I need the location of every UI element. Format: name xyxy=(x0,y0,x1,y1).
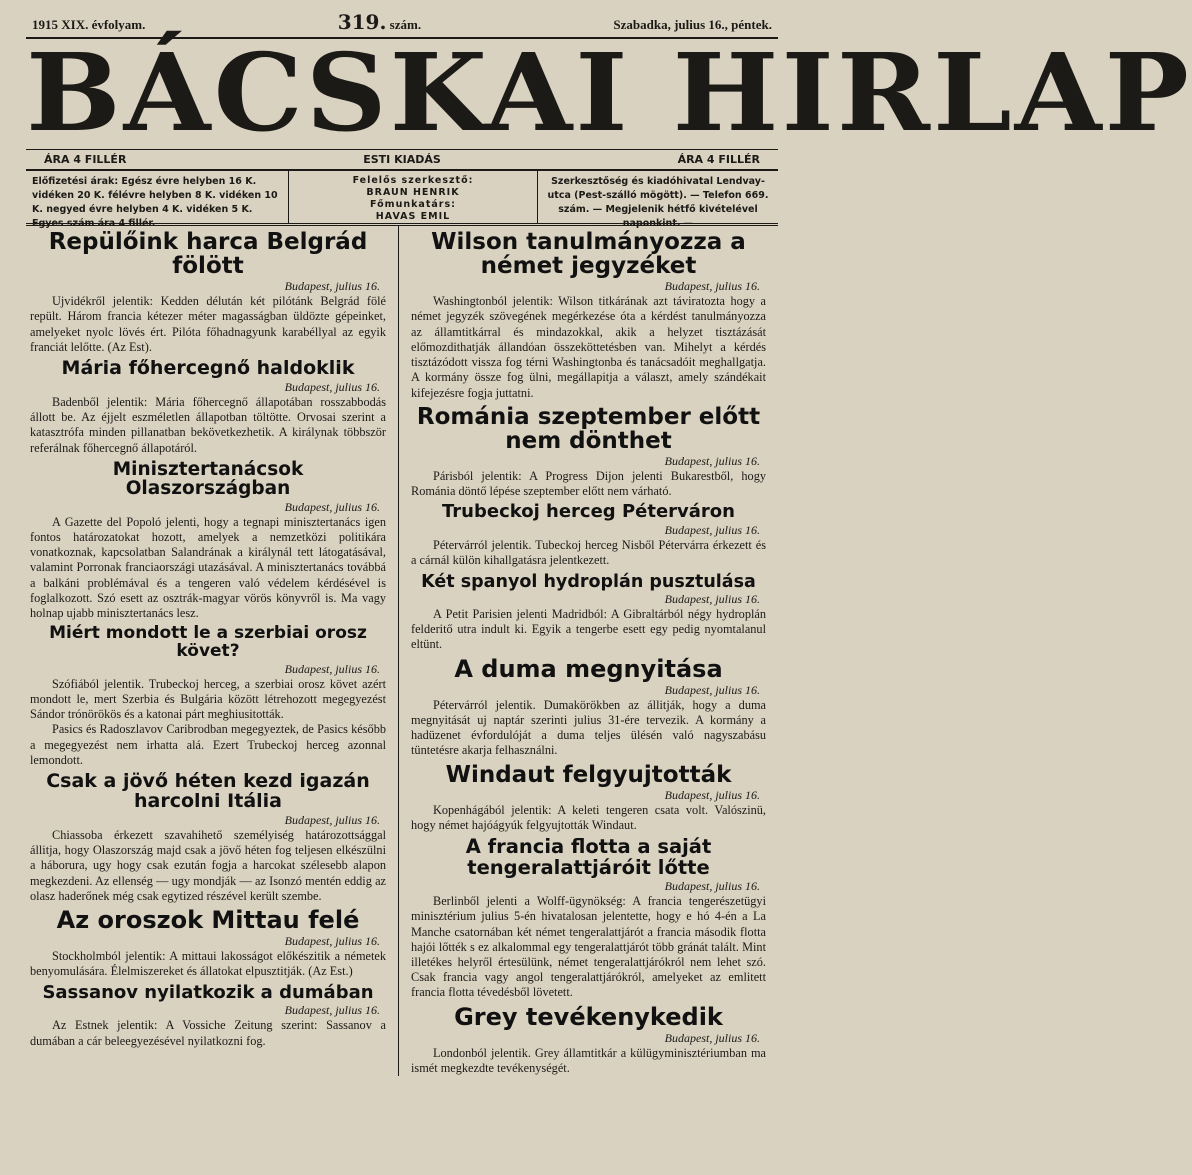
article-paragraph: Badenből jelentik: Mária főhercegnő állapotában rosszabbodás állott be. Az éjjelt eszméletlen állapotban töltötte. Orvosai szerint a katasztrófa minden pillanatban bekövetkezhetik. A királynak többször referálnak főhercegnő állapotáról. xyxy=(30,395,386,455)
article-paragraph: Pétervárról jelentik. Dumakörökben az állitják, hogy a duma megnyitását uj naptár szerinti julius 31-ére tervezik. A kormány a hadüzenet évfordulóját a duma teljes ülésén való nagyszabásu tüntetésre akarja felhasználni. xyxy=(411,697,766,758)
price-left: ÁRA 4 FILLÉR xyxy=(44,153,127,166)
article-dateline: Budapest, julius 16. xyxy=(664,787,760,802)
article-dateline: Budapest, julius 16. xyxy=(664,682,760,697)
article-dateline: Budapest, julius 16. xyxy=(284,1003,380,1018)
right-column xyxy=(398,226,770,1076)
article-paragraph: Párisból jelentik: A Progress Dijon jelenti Bukarestből, hogy Románia döntő lépése szeptember előtt nem várható. xyxy=(411,468,766,499)
article-headline: A duma megnyitása xyxy=(454,654,723,683)
article-headline: Csak a jövő héten kezd igazán harcolni Itália xyxy=(46,770,370,812)
article-headline: Sassanov nyilatkozik a dumában xyxy=(42,981,374,1003)
article-columns xyxy=(26,226,778,1076)
editor-label: Felelős szerkesztő: xyxy=(352,175,474,186)
article xyxy=(411,230,766,401)
article xyxy=(411,837,766,1000)
article xyxy=(30,772,386,904)
article-paragraph: Stockholmból jelentik: A mittaui lakosságot előkészitik a németek benyomulására. Élelmiszereket és állatokat elpusztitják. (Az Est.) xyxy=(30,949,386,979)
article-headline: Windaut felgyujtották xyxy=(445,761,732,788)
article-headline: Az oroszok Mittau felé xyxy=(56,905,360,934)
article-paragraph: Berlinből jelenti a Wolff-ügynökség: A francia tengerészetügyi minisztérium julius 5-én hivatalosan jelentette, hogy e hó 4-én a La Manche csatornában két német tengeralattjárót a francia második flotta hajói lőtték s ez alkalommal egy tengeralattjárót több gránát talált. Mint illetékes helyről értesülünk, német tengeralattjárókról nem lehet szó. Csak francia vagy angol tengeralattjárókról, amelyeket az emlitett francia flotta tévedésből lövetett. xyxy=(411,894,766,1000)
article-dateline: Budapest, julius 16. xyxy=(284,661,380,676)
article-paragraph: Chiassoba érkezett szavahihető személyiség határozottsággal állitja, hogy Olaszország majd csak a jövő héten fog teljesen elkészülni a háborura, ugy hogy csak ezután fogja a harcokat szélesebb alapon megkezdeni. Az ellenség — ugy mondják — az Isonzó mentén eddig az olasz haderőnek még csak egytized részével került szembe. xyxy=(30,827,386,903)
article-paragraph: A Petit Parisien jelenti Madridból: A Gibraltárból négy hydroplán felderitő utra indult ki. Egyik a tengerbe esett egy pedig nyomtalanul eltünt. xyxy=(411,607,766,652)
issue-number-suffix: szám. xyxy=(389,17,422,32)
article-headline: Trubeckoj herceg Péterváron xyxy=(441,501,735,523)
article-headline: A francia flotta a saját tengeralattjáróit lőtte xyxy=(465,835,712,879)
article xyxy=(411,573,766,653)
article-headline: Mária főhercegnő haldoklik xyxy=(61,357,355,380)
article-dateline: Budapest, julius 16. xyxy=(664,1030,760,1045)
masthead xyxy=(26,31,1192,156)
article-dateline: Budapest, julius 16. xyxy=(284,812,380,827)
article xyxy=(30,230,386,355)
article-dateline: Budapest, julius 16. xyxy=(284,279,380,294)
info-bar xyxy=(26,171,778,229)
office-info: Szerkesztőség és kiadóhivatal Lendvay-utca (Pest-szálló mögött). — Telefon 669. szám. — Megjelenik hétfő kivételével naponkint. — xyxy=(547,176,769,229)
article-dateline: Budapest, julius 16. xyxy=(664,592,760,607)
article-headline: Grey tevékenykedik xyxy=(454,1002,723,1031)
article-paragraph: Szófiából jelentik. Trubeckoj herceg, a szerbiai orosz követ azért mondott le, mert Szerbia és Bulgária között létrehozott megegyezést Sándor trónörökös és a katonai párt meghiusitották. xyxy=(30,676,386,722)
article xyxy=(30,625,386,768)
article-dateline: Budapest, julius 16. xyxy=(664,523,760,538)
article-paragraph: Az Estnek jelentik: A Vossiche Zeitung szerint: Sassanov a dumában a cár beleegyezésével nyilatkozni fog. xyxy=(30,1018,386,1048)
newspaper-title: BÁCSKAI HIRLAP xyxy=(26,31,1192,156)
article-dateline: Budapest, julius 16. xyxy=(664,279,760,294)
issue-number-value: 319. xyxy=(337,10,387,34)
article-paragraph: Pétervárról jelentik. Tubeckoj herceg Nisből Pétervárra érkezett és a cárnál külön kihallgatásra jelentkezett. xyxy=(411,538,766,568)
article-dateline: Budapest, julius 16. xyxy=(284,499,380,514)
left-column xyxy=(26,226,398,1076)
article-dateline: Budapest, julius 16. xyxy=(664,879,760,894)
article-dateline: Budapest, julius 16. xyxy=(284,934,380,949)
article-paragraph: A Gazette del Popoló jelenti, hogy a tegnapi minisztertanács igen fontos határozatokat hozott, amelyek a nemzetközi politikára vonatkoznak, kapcsolatban Salandrának a királynál tett látogatásával, valamint Porronak franciaországi utazásával. A minisztertanács továbbá a balkáni problémával és a tengeren való védelem kérdésével is foglalkozott. Szó esett az osztrák-magyar vörös könyvről is. Ma vagy holnap ujabb minisztertanács lesz. xyxy=(30,514,386,620)
article-headline: Minisztertanácsok Olaszországban xyxy=(112,458,304,500)
article xyxy=(30,981,386,1049)
coworker-name: HAVAS EMIL xyxy=(375,211,451,222)
article-paragraph: Londonból jelentik. Grey államtitkár a külügyminisztériumban ma ismét megkezdte tevékenységét. xyxy=(411,1045,766,1075)
article-dateline: Budapest, julius 16. xyxy=(664,453,760,468)
article-paragraph: Washingtonból jelentik: Wilson titkárának azt táviratozta hogy a német jegyzék szövegének megérkezése óta a kérdést tanulmányozza az államtitkárral és mindazokkal, akik a helyzet tisztázását előmozdithatják állandóan összeköttetésben van. Mihelyt a kérdés tisztázódott vissza fog térni Washingtonba és tanácsadóit meghallgatja. A kormány össze fog ülni, megállapitja a választ, amely szándékait kifejezésre fogja juttatni. xyxy=(411,294,766,400)
article xyxy=(30,359,386,456)
newspaper-page xyxy=(26,6,1192,1172)
editor-name: BRAUN HENRIK xyxy=(366,187,460,198)
article xyxy=(411,763,766,834)
article xyxy=(30,460,386,621)
article xyxy=(411,503,766,568)
article-paragraph: Pasics és Radoszlavov Caribrodban megegyeztek, de Pasics később a megegyezést nem irhatta alá. Ezert Trubeckoj herceg azonnal lemondott. xyxy=(30,722,386,767)
edition-label: ESTI KIADÁS xyxy=(363,153,441,166)
article xyxy=(411,654,766,759)
article-headline: Wilson tanulmányozza a német jegyzéket xyxy=(431,229,746,280)
article-headline: Miért mondott le a szerbiai orosz követ? xyxy=(49,623,367,661)
article xyxy=(30,905,386,980)
staff-info xyxy=(289,171,538,223)
article-headline: Repülőink harca Belgrád fölött xyxy=(48,229,368,280)
article-paragraph: Kopenhágából jelentik: A keleti tengeren csata volt. Valószinü, hogy német hajóágyúk felgyujtották Windaut. xyxy=(411,802,766,833)
price-right: ÁRA 4 FILLÉR xyxy=(677,153,760,166)
article-paragraph: Ujvidékről jelentik: Kedden délután két pilótánk Belgrád fölé repült. Három francia kétezer méter magasságban üldözte gépeinket, amelyeket nyolc lövés ért. Pilóta főhadnagyunk karabéllyal az egyik franciát lelőtte. (Az Est). xyxy=(30,294,386,354)
year-volume: 1915 XIX. évfolyam. xyxy=(32,17,146,32)
issue-date: Szabadka, julius 16., péntek. xyxy=(613,17,772,32)
article-dateline: Budapest, julius 16. xyxy=(284,380,380,395)
article-headline: Két spanyol hydroplán pusztulása xyxy=(421,571,756,592)
article-headline: Románia szeptember előtt nem dönthet xyxy=(416,403,761,454)
article xyxy=(411,1002,766,1077)
article xyxy=(411,405,766,500)
coworker-label: Főmunkatárs: xyxy=(370,199,456,210)
subscription-info: Előfizetési árak: Egész évre helyben 16 K. vidéken 20 K. félévre helyben 8 K. vidéken 10 K. negyed évre helyben 4 K. vidéken 5 K. Egyes szám ára 4 fillér. xyxy=(26,171,289,223)
